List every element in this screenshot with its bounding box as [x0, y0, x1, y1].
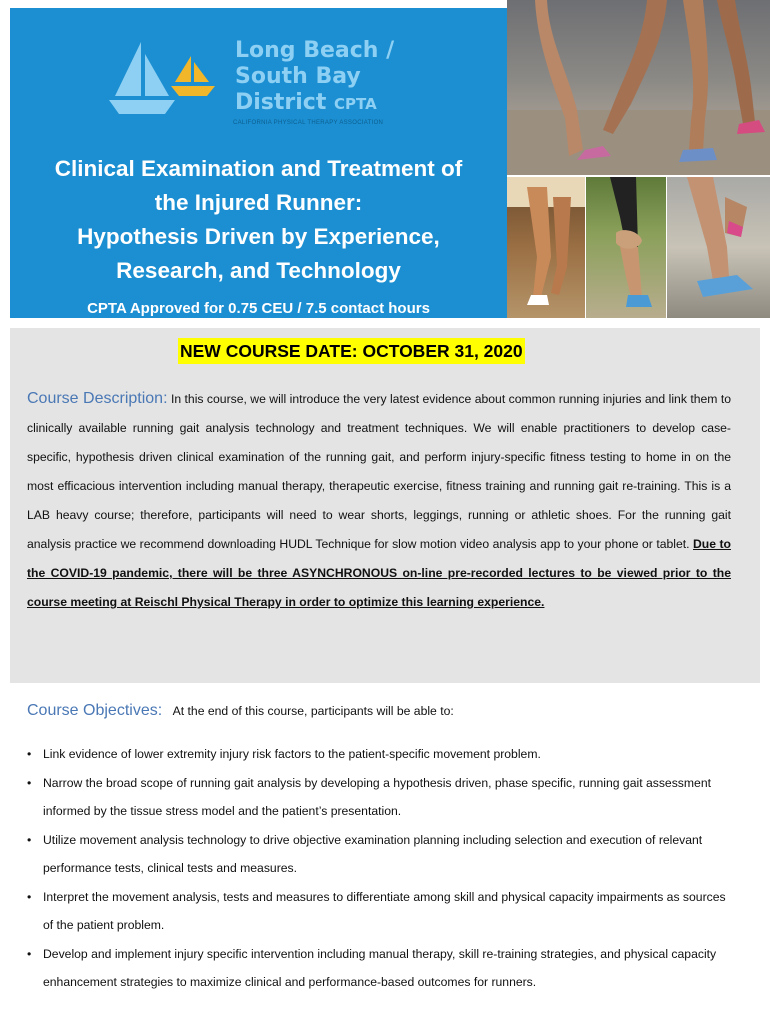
objective-text: Narrow the broad scope of running gait analysis by developing a hypothesis driven, phase specific, running gait assessment informed by the tissue stress model and the patient’s presentation. [43, 775, 711, 818]
logo-line-1: Long Beach / [235, 38, 395, 63]
bullet-icon: • [27, 775, 32, 790]
logo-line-3: District [235, 90, 327, 115]
bullet-icon: • [27, 832, 32, 847]
ceu-subtitle: CPTA Approved for 0.75 CEU / 7.5 contact hours [87, 300, 430, 317]
runner-knee-photo [507, 177, 585, 318]
course-objectives-heading: Course Objectives: [27, 702, 163, 719]
bullet-icon: • [27, 946, 32, 961]
sailboat-logo-icon [105, 38, 225, 122]
covid-notice: Due to the COVID-19 pandemic, there will be three ASYNCHRONOUS on-line pre-recorded lectures to be viewed prior to the course meeting at Reischl Physical Therapy in order to optimize this learning experience. [27, 537, 731, 609]
ankle-pain-photo [667, 177, 770, 318]
objective-text: Develop and implement injury specific intervention including manual therapy, skill re-training strategies, and physical capacity enhancement strategies to maximize clinical and performance-based outcomes for runners. [43, 946, 717, 989]
objectives-list [27, 740, 739, 997]
list-item [27, 740, 739, 769]
district-logo [105, 38, 425, 138]
objective-text: Utilize movement analysis technology to drive objective examination planning including selection and execution of relevant performance tests, clinical tests and measures. [43, 832, 703, 875]
objectives-heading-row [27, 702, 747, 720]
objective-text: Interpret the movement analysis, tests and measures to differentiate among skill and physical capacity impairments as sources of the patient problem. [43, 889, 726, 932]
logo-line-2: South Bay [235, 64, 361, 89]
title-line-1: Clinical Examination and Treatment of [54, 156, 463, 181]
logo-wordmark [235, 38, 435, 117]
objective-text: Link evidence of lower extremity injury risk factors to the patient-specific movement problem. [43, 747, 541, 761]
list-item [27, 769, 739, 826]
logo-cpta: CPTA [334, 95, 377, 113]
logo-tagline: CALIFORNIA PHYSICAL THERAPY ASSOCIATION [233, 120, 384, 126]
list-item [27, 826, 739, 883]
course-description [27, 384, 731, 617]
bullet-icon: • [27, 889, 32, 904]
title-line-2: the Injured Runner: [154, 190, 363, 215]
objectives-intro: At the end of this course, participants will be able to: [172, 704, 454, 718]
course-description-body: In this course, we will introduce the very latest evidence about common running injuries and link them to clinically available running gait analysis technology and treatment techniques. We will enable practitioners to develop case-specific, hypothesis driven clinical examination of the running gait, and perform injury-specific fitness testing to home in on the most efficacious intervention including manual therapy, therapeutic exercise, fitness training and running gait re-training. This is a LAB heavy course; therefore, participants will need to wear shorts, leggings, running or athletic shoes. For the running gait analysis practice we recommend downloading HUDL Technique for slow motion video analysis app to your phone or tablet. [27, 392, 732, 551]
runners-legs-photo [507, 0, 770, 175]
course-title [10, 152, 507, 288]
title-line-4: Research, and Technology [116, 258, 401, 283]
title-line-3: Hypothesis Driven by Experience, [77, 224, 440, 249]
course-description-heading: Course Description: [27, 390, 168, 407]
knee-pain-photo [586, 177, 666, 318]
list-item [27, 940, 739, 997]
header-banner [10, 8, 507, 318]
list-item [27, 883, 739, 940]
new-course-date-banner: NEW COURSE DATE: OCTOBER 31, 2020 [178, 338, 525, 364]
bullet-icon: • [27, 747, 32, 761]
